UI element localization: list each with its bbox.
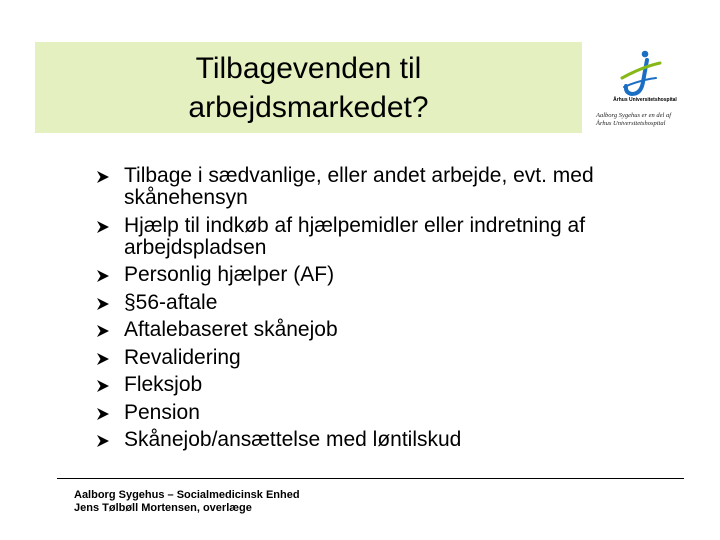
bullet-item <box>96 165 696 209</box>
bullet-text: Tilbage i sædvanlige, eller andet arbejde, evt. med skånehensyn <box>124 164 594 209</box>
logo-caption <box>596 112 706 128</box>
bullet-text: Skånejob/ansættelse med løntilskud <box>124 428 462 451</box>
arrowhead-bullet-icon <box>96 379 110 393</box>
footer-line-2: Jens Tølbøll Mortensen, overlæge <box>74 502 252 514</box>
arrowhead-bullet-icon <box>96 407 110 421</box>
bullet-text: Hjælp til indkøb af hjælpemidler eller indretning af arbejdspladsen <box>124 213 586 259</box>
bullet-text: Personlig hjælper (AF) <box>124 263 335 286</box>
logo-name: Århus Universitetshospital <box>613 97 677 103</box>
footer-divider <box>57 478 684 479</box>
logo-caption-line-1: Aalborg Sygehus er en del af <box>596 112 672 119</box>
arrowhead-bullet-icon <box>96 352 110 366</box>
arrowhead-bullet-icon <box>96 269 110 283</box>
bullet-text: §56-aftale <box>124 290 218 314</box>
bullet-item <box>96 402 696 424</box>
bullet-item <box>96 374 696 396</box>
bullet-item <box>96 215 696 259</box>
bullet-text: Revalidering <box>124 345 241 369</box>
slide-footer <box>74 489 300 515</box>
bullet-list <box>96 165 696 457</box>
arrowhead-bullet-icon <box>96 170 110 184</box>
footer-line-1: Aalborg Sygehus – Socialmedicinsk Enhed <box>74 489 300 501</box>
slide-title-line-2: arbejdsmarkedet? <box>188 90 429 124</box>
bullet-item <box>96 292 696 314</box>
bullet-text: Aftalebaseret skånejob <box>124 318 338 341</box>
bullet-item <box>96 429 696 451</box>
bullet-text: Pension <box>124 400 200 424</box>
arrowhead-bullet-icon <box>96 434 110 448</box>
bullet-text: Fleksjob <box>124 373 203 396</box>
bullet-item <box>96 264 696 286</box>
logo-caption-line-2: Århus Universitetshospital <box>596 120 666 127</box>
arrowhead-bullet-icon <box>96 297 110 311</box>
bullet-item <box>96 347 696 369</box>
slide-title-line-1: Tilbagevenden til <box>195 51 422 85</box>
arrowhead-bullet-icon <box>96 220 110 234</box>
slide-title <box>35 42 582 133</box>
arrowhead-bullet-icon <box>96 324 110 338</box>
bullet-item <box>96 319 696 341</box>
